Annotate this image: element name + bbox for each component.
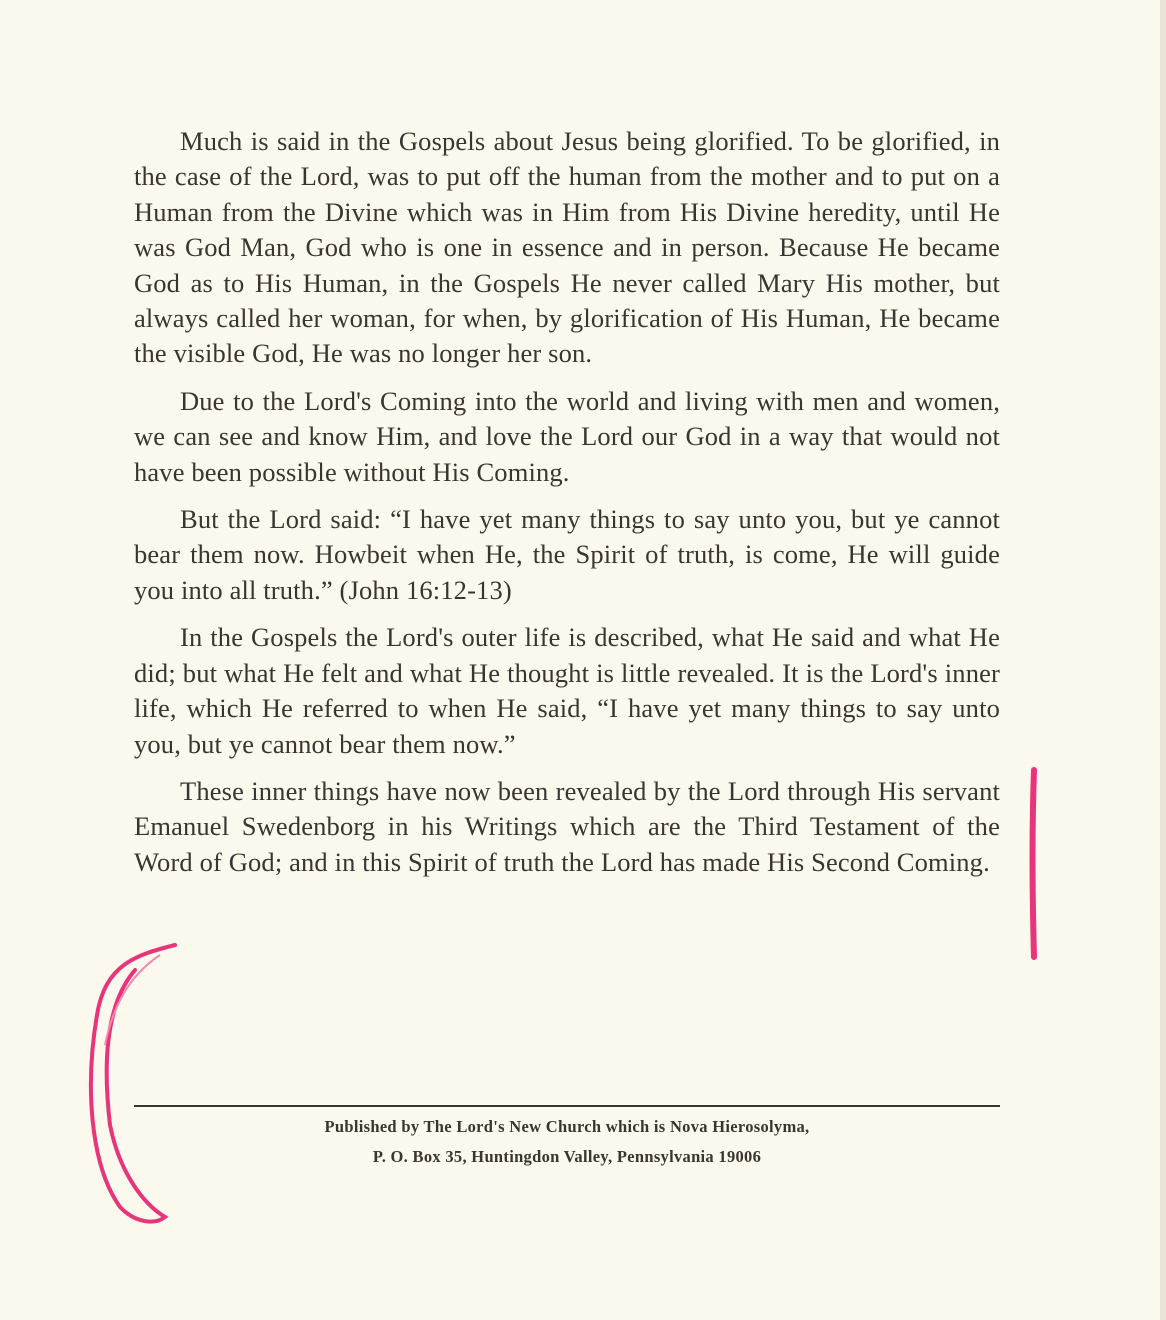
page-edge xyxy=(1160,0,1166,1320)
margin-bracket-mark xyxy=(75,935,185,1235)
margin-line-mark xyxy=(1022,765,1046,965)
footer-divider xyxy=(134,1105,1000,1107)
paragraph-second-coming: These inner things have now been revealed by the Lord through His servant Emanuel Swedenborg in his Writings which are the Third Testament of the Word of God; and in this Spirit of truth the Lord has made His Second Coming. xyxy=(134,775,1000,877)
body-text xyxy=(134,124,1000,892)
paragraph-glorification: Much is said in the Gospels about Jesus being glorified. To be glorified, in the case of the Lord, was to put off the human from the mother and to put on a Human from the Divine which was in Him from His Divine heredity, until He was God Man, God who is one in essence and in person. Because He became God as to His Human, in the Gospels He never called Mary His mother, but always called her woman, for when, by glorification of His Human, He became the visible God, He was no longer her son. xyxy=(134,126,1000,369)
paragraph-coming: Due to the Lord's Coming into the world and living with men and women, we can see and know Him, and love the Lord our God in a way that would not have been possible without His Coming. xyxy=(134,385,1000,487)
publisher-footer xyxy=(134,1112,1000,1172)
publisher-line: Published by The Lord's New Church which is Nova Hierosolyma, xyxy=(324,1117,810,1136)
paragraph-inner-life: In the Gospels the Lord's outer life is described, what He said and what He did; but what He felt and what He thought is little revealed. It is the Lord's inner life, which He referred to when He said, “I have yet many things to say unto you, but ye cannot bear them now.” xyxy=(134,622,1000,759)
address-line: P. O. Box 35, Huntingdon Valley, Pennsylvania 19006 xyxy=(372,1147,762,1166)
paragraph-john-quote: But the Lord said: “I have yet many things to say unto you, but ye cannot bear them now. Howbeit when He, the Spirit of truth, is come, He will guide you into all truth.” (John 16:12-13) xyxy=(134,504,1000,605)
